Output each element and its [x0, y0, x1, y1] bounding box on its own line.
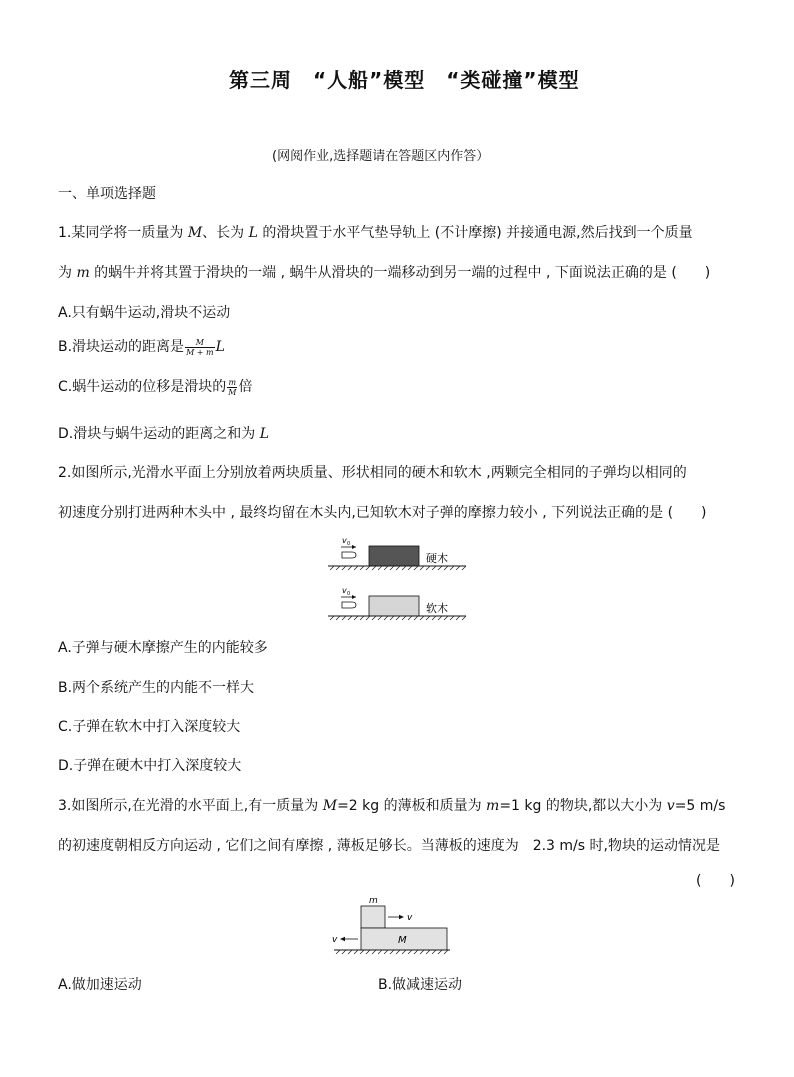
q1-text: 为 — [58, 265, 77, 281]
q1-text: 1.某同学将一质量为 — [58, 225, 188, 241]
small-block-label: m — [369, 896, 378, 906]
soft-wood-label: 软木 — [426, 602, 448, 615]
ground-hatch — [330, 566, 466, 570]
q2-figure — [320, 532, 480, 624]
fraction-numerator: M — [185, 338, 215, 348]
fraction — [185, 338, 215, 357]
var-m: m — [486, 798, 500, 814]
bullet-icon — [342, 552, 356, 558]
q3-text: =5 m/s — [674, 798, 726, 814]
fraction-numerator: m — [228, 377, 237, 387]
bullet-icon — [342, 602, 356, 608]
arrow-left-icon — [340, 937, 345, 941]
q2-option-c[interactable]: C.子弹在软木中打入深度较大 — [58, 719, 241, 735]
var-M: M — [187, 225, 203, 241]
page-title: 第三周 “人船”模型 “类碰撞”模型 — [229, 68, 580, 92]
hard-wood-block — [369, 546, 419, 566]
q1-text: 的蜗牛并将其置于滑块的一端 , 蜗牛从滑块的一端移动到另一端的过程中 , 下面说法正确的是 ( ) — [89, 265, 711, 281]
fraction-denominator: M + m — [186, 347, 214, 357]
q3-stem-line1 — [58, 795, 725, 815]
var-m: m — [76, 265, 90, 281]
ground-hatch — [330, 616, 466, 620]
section-heading: 一、单项选择题 — [58, 186, 156, 202]
q3-text: =1 kg 的物块,都以大小为 — [499, 798, 667, 814]
q1-text: 、长为 — [202, 225, 249, 241]
option-text: 倍 — [238, 379, 253, 395]
var-L: L — [248, 225, 258, 241]
q2-stem-line2: 初速度分别打进两种木头中 , 最终均留在木头内,已知软木对子弹的摩擦力较小 , 下列说法正确的是 ( ) — [58, 505, 707, 521]
q3-text: 3.如图所示,在光滑的水平面上,有一质量为 — [58, 798, 323, 814]
q1-stem-line1 — [58, 222, 693, 242]
instruction-note: (网阅作业,选择题请在答题区内作答） — [272, 149, 490, 164]
hard-wood-label: 硬木 — [426, 552, 448, 565]
var-L: L — [259, 426, 269, 442]
soft-wood-block — [369, 596, 419, 616]
velocity-subscript: 0 — [347, 591, 351, 597]
option-text: D.滑块与蜗牛运动的距离之和为 — [58, 426, 260, 442]
velocity-label: v — [342, 536, 347, 545]
q1-text: 的滑块置于水平气垫导轨上 (不计摩擦) 并接通电源,然后找到一个质量 — [257, 225, 693, 241]
q2-option-a[interactable]: A.子弹与硬木摩擦产生的内能较多 — [58, 640, 268, 656]
q3-option-a[interactable]: A.做加速运动 — [58, 977, 142, 993]
q1-option-c[interactable] — [58, 376, 252, 397]
q1-option-d[interactable] — [58, 423, 269, 443]
q1-stem-line2 — [58, 262, 710, 282]
q3-figure — [326, 890, 456, 960]
velocity-label: v — [407, 913, 413, 923]
var-M: M — [322, 798, 338, 814]
arrow-right-icon — [399, 915, 404, 919]
q2-option-d[interactable]: D.子弹在硬木中打入深度较大 — [58, 758, 242, 774]
q1-option-a[interactable]: A.只有蜗牛运动,滑块不运动 — [58, 305, 231, 321]
velocity-label: v — [342, 586, 347, 595]
q2-stem-line1: 2.如图所示,光滑水平面上分别放着两块质量、形状相同的硬木和软木 ,两颗完全相同的子弹均以相同的 — [58, 465, 687, 481]
q3-answer-bracket: ( ) — [696, 873, 735, 889]
velocity-label: v — [332, 935, 338, 945]
q1-option-b[interactable] — [58, 336, 225, 357]
velocity-subscript: 0 — [347, 541, 351, 547]
fraction — [227, 378, 237, 397]
var-L: L — [215, 339, 225, 355]
option-text: B.滑块运动的距离是 — [58, 339, 185, 355]
fraction-denominator: M — [228, 387, 237, 397]
q3-option-b[interactable]: B.做减速运动 — [378, 977, 463, 993]
ground-hatch — [336, 950, 448, 954]
var-v: v — [666, 798, 675, 814]
small-block-m — [361, 906, 385, 928]
option-text: C.蜗牛运动的位移是滑块的 — [58, 379, 227, 395]
board-label: M — [398, 935, 407, 946]
q2-option-b[interactable]: B.两个系统产生的内能不一样大 — [58, 680, 255, 696]
q3-text: =2 kg 的薄板和质量为 — [337, 798, 487, 814]
q3-stem-line2: 的初速度朝相反方向运动 , 它们之间有摩擦 , 薄板足够长。当薄板的速度为 2.3 m/s 时,物块的运动情况是 — [58, 838, 720, 854]
